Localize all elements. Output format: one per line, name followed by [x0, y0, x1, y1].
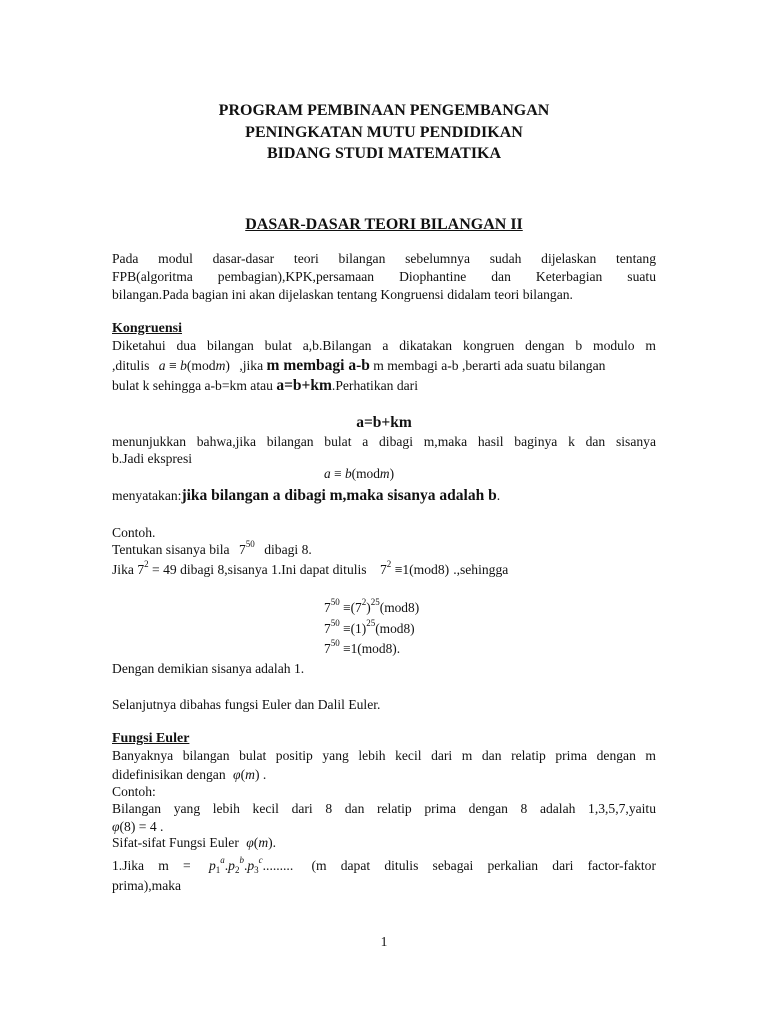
seven-squared-mod: $7^2 \equiv 1(mod8)$ — [380, 559, 450, 577]
intro-line-2: FPB(algoritma pembagian),KPK,persamaan Diophantine dan Keterbagian suatu — [112, 269, 656, 284]
euler-line-2 — [112, 766, 266, 784]
next-topic-line: Selanjutnya dibahas fungsi Euler dan Dalil Euler. — [112, 697, 381, 712]
phi-8-formula: φ(8) = 4 . — [112, 819, 164, 834]
phi-m: φ(m) . — [233, 767, 267, 782]
tentukan-text: Tentukan sisanya bila — [112, 542, 230, 557]
euler-line-1: Banyaknya bilangan bulat positip yang lebih kecil dari m dan relatip prima dengan m — [112, 748, 656, 763]
euler-line-3: Bilangan yang lebih kecil dari 8 dan relatip prima dengan 8 adalah 1,3,5,7,yaitu — [112, 801, 656, 816]
a-equals-bold: a=b+km — [276, 377, 332, 394]
sisa-bold: jika bilangan a dibagi m,maka sisanya adalah b — [181, 487, 497, 504]
intro-line-1: Pada modul dasar-dasar teori bilangan sebelumnya sudah dijelaskan tentang — [112, 251, 656, 266]
ditulis-text: ,ditulis — [112, 358, 150, 373]
contoh-line-2 — [112, 561, 508, 579]
kongruensi-heading: Kongruensi — [112, 321, 183, 336]
derivation-step-2: $7^{50} \equiv(1)^{25}(mod8)$ — [324, 618, 415, 636]
jika-text-2: Jika — [112, 562, 134, 577]
header-line-1: PROGRAM PEMBINAAN PENGEMBANGAN — [218, 102, 550, 119]
kongruensi-line-2 — [112, 357, 605, 375]
sifat-text: Sifat-sifat Fungsi Euler — [112, 835, 239, 850]
berarti-text: m membagi a-b ,berarti ada suatu bilangan — [373, 358, 606, 373]
congruence-expression: a ≡ b(modm) — [324, 466, 395, 481]
phi-m-2: φ(m). — [246, 835, 277, 850]
item-1-line — [112, 857, 656, 875]
dibagi-text: dibagi 8. — [264, 542, 312, 557]
contoh-label: Contoh. — [112, 525, 156, 540]
period-text: . — [496, 488, 501, 503]
equation-center: a=b+km — [356, 414, 412, 431]
kongruensi-line-5: b.Jadi ekspresi — [112, 451, 193, 466]
conclusion-line: Dengan demikian sisanya adalah 1. — [112, 661, 305, 676]
contoh-line-1 — [112, 541, 312, 559]
m-dapat-text: (m dapat ditulis sebagai perkalian dari factor-faktor — [311, 858, 657, 873]
m-membagi-bold: m membagi a-b — [266, 357, 370, 374]
jika-m-text: 1.Jika m = — [112, 858, 191, 873]
header-line-2: PENINGKATAN MUTU PENDIDIKAN — [245, 124, 523, 141]
sehingga-text: .,sehingga — [453, 562, 509, 577]
kongruensi-line-3 — [112, 377, 418, 395]
euler-heading: Fungsi Euler — [112, 731, 190, 746]
header-line-3: BIDANG STUDI MATEMATIKA — [266, 145, 502, 162]
menyatakan-text: menyatakan: — [112, 488, 182, 503]
didefinisikan-text: didefinisikan dengan — [112, 767, 226, 782]
perhatikan-text: .Perhatikan dari — [331, 378, 418, 393]
bulat-k-text: bulat k sehingga a-b=km atau — [112, 378, 273, 393]
prime-factorization: $p_1^a.p_2^b.p_3^c$......... — [208, 855, 294, 875]
kongruensi-line-4: menunjukkan bahwa,jika bilangan bulat a dibagi m,maka hasil baginya k dan sisanya — [112, 434, 656, 449]
document-page — [112, 0, 656, 1024]
contoh-label-2: Contoh: — [112, 784, 156, 799]
derivation-step-1: $7^{50} \equiv(7^2)^{25}(mod8)$ — [324, 597, 420, 615]
page-number: 1 — [380, 934, 388, 949]
derivation-step-3: $7^{50} \equiv 1(mod8)$. — [324, 638, 401, 656]
jika-text: ,jika — [239, 358, 264, 373]
ditulis-text-2: dibagi 8,sisanya 1.Ini dapat ditulis — [180, 562, 367, 577]
item-1-line-2: prima),maka — [112, 878, 182, 893]
seven-squared-eq: $7^2 = 49$ — [137, 559, 177, 577]
sifat-line — [112, 834, 276, 852]
kongruensi-line-6 — [112, 487, 500, 505]
kongruensi-line-1: Diketahui dua bilangan bulat a,b.Bilangan a dikatakan kongruen dengan b modulo m — [112, 338, 656, 353]
module-title: DASAR-DASAR TEORI BILANGAN II — [245, 216, 523, 233]
congruence-formula: a ≡ b(modm) — [158, 358, 230, 373]
seven-pow-50: $7^{50}$ — [239, 539, 255, 557]
intro-line-3: bilangan.Pada bagian ini akan dijelaskan tentang Kongruensi didalam teori bilangan. — [112, 287, 573, 302]
